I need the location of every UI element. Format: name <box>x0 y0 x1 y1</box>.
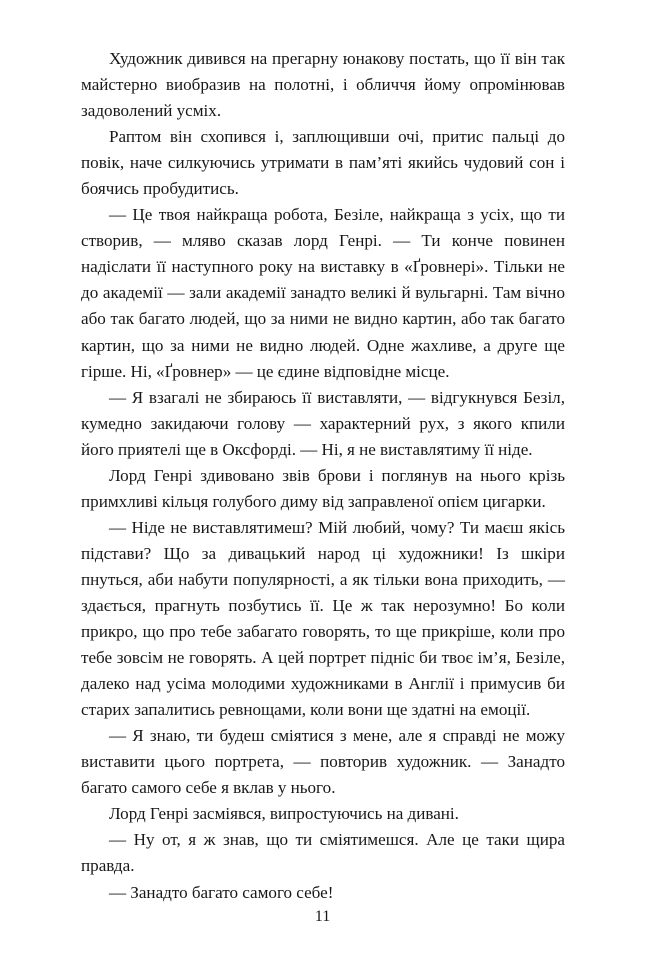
paragraph: — Це твоя найкраща робота, Безіле, найкраща з усіх, що ти створив, — мляво сказав лорд Генрі. — Ти конче повинен надіслати її наступного року на виставку в «Ґровнері». Тільки не до академії — зали академії занадто великі й вульгарні. Там вічно або так багато людей, що за ними не видно картин, або так багато картин, що за ними не видно людей. Одне жахливе, а друге ще гірше. Ні, «Ґровнер» — це єдине відповідне місце. <box>81 205 565 381</box>
paragraph: — Я взагалі не збираюсь її виставляти, — відгукнувся Безіл, кумедно закидаючи голову — характерний рух, з якого кпили його приятелі ще в Оксфорді. — Ні, я не виставлятиму її ніде. <box>81 387 565 459</box>
paragraph: Лорд Генрі засміявся, випростуючись на дивані. <box>109 804 459 824</box>
paragraph: Раптом він схопився і, заплющивши очі, притис пальці до повік, наче силкуючись утримати в пам’яті якийсь чудовий сон і боячись пробудитись. <box>81 127 565 199</box>
paragraph: — Ніде не виставлятимеш? Мій любий, чому? Ти маєш якісь підстави? Що за дивацький народ ці художники! Із шкіри пнуться, аби набути популярності, а як тільки вона приходить, — здається, прагнуть позбутись її. Це ж так нерозумно! Бо коли прикро, що про тебе забагато говорять, то ще прикріше, коли про тебе зовсім не говорять. А цей портрет підніс би твоє ім’я, Безіле, далеко над усіма молодими художниками в Англії і примусив би старих запалитись ревнощами, коли вони ще здатні на емоції. <box>81 517 565 720</box>
paragraph: — Я знаю, ти будеш сміятися з мене, але я справді не можу виставити цього портрета, — повторив художник. — Занадто багато самого себе я вклав у нього. <box>81 726 565 798</box>
paragraph: — Занадто багато самого себе! <box>109 882 334 902</box>
paragraph: — Ну от, я ж знав, що ти сміятимешся. Але це таки щира правда. <box>81 830 565 876</box>
paragraph: Лорд Генрі здивовано звів брови і поглянув на нього крізь примхливі кільця голубого диму від заправленої опієм цигарки. <box>81 465 565 511</box>
paragraph: Художник дивився на прегарну юнакову постать, що її він так майстерно виобразив на полотні, і обличчя йому опромінював задоволений усміх. <box>81 49 565 121</box>
page-number: 11 <box>314 907 331 925</box>
page-text-block <box>81 46 565 906</box>
